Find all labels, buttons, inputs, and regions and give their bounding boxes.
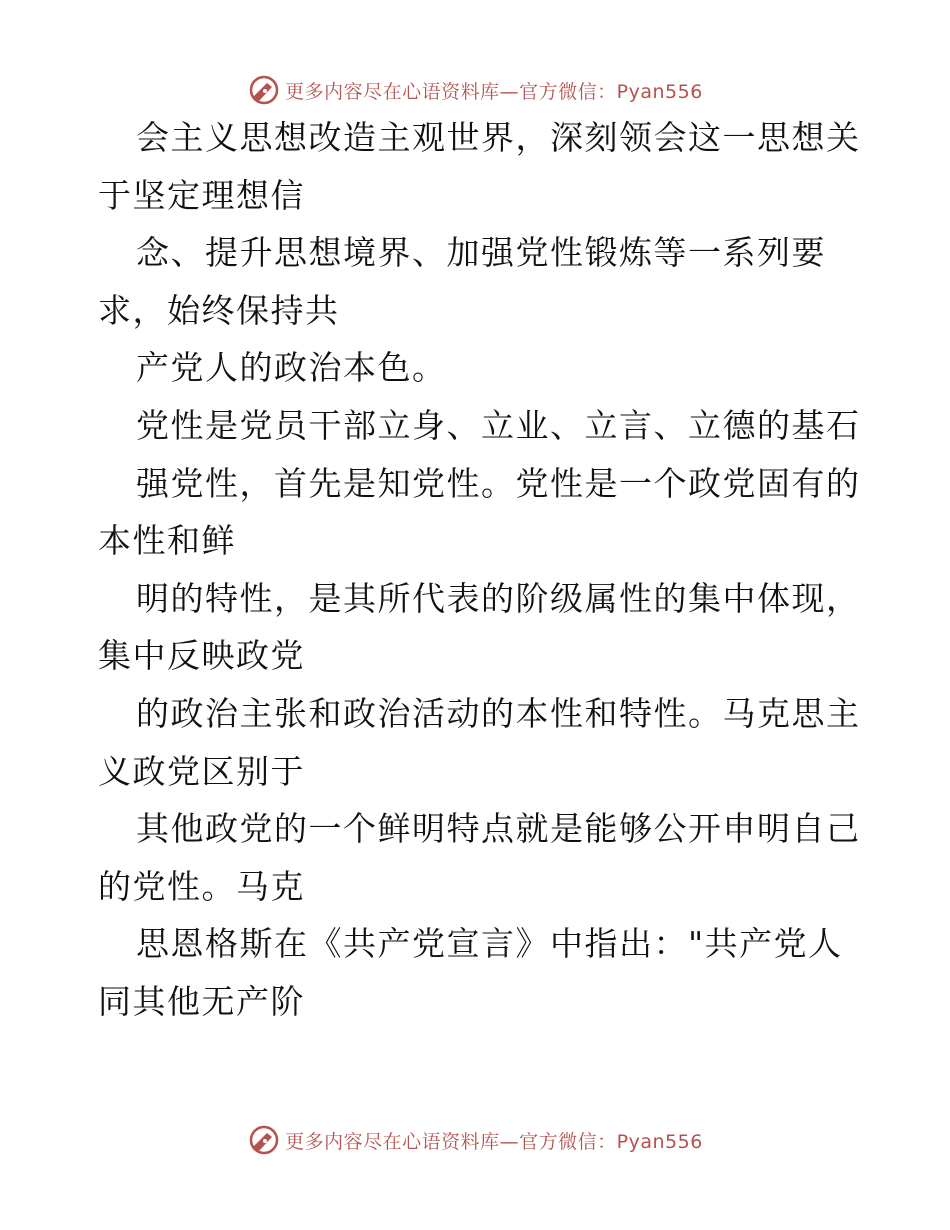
text-line: 求，始终保持共 [98, 290, 340, 330]
text-line: 的党性。马克 [98, 866, 305, 906]
text-line: 党性是党员干部立身、立业、立言、立德的基石 [136, 406, 861, 445]
pen-nib-circle-icon [247, 73, 281, 107]
text-line: 于坚定理想信 [98, 175, 305, 215]
text-line: 思恩格斯在《共产党宣言》中指出："共产党人 [136, 924, 843, 964]
text-line: 其他政党的一个鲜明特点就是能够公开申明自己 [136, 809, 861, 849]
text-line: 集中反映政党 [98, 636, 305, 676]
text-line: 本性和鲜 [98, 521, 236, 561]
text-line: 强党性，首先是知党性。党性是一个政党固有的 [136, 463, 861, 503]
text-line: 义政党区别于 [98, 751, 305, 791]
text-line: 的政治主张和政治活动的本性和特性。马克思主 [136, 694, 861, 733]
watermark-text: 更多内容尽在心语资料库—官方微信：Pyan556 [285, 1130, 703, 1153]
header-watermark-banner [0, 70, 950, 110]
watermark-text: 更多内容尽在心语资料库—官方微信：Pyan556 [285, 80, 703, 103]
text-line: 会主义思想改造主观世界，深刻领会这一思想关 [136, 118, 861, 157]
text-line: 产党人的政治本色。 [136, 348, 447, 388]
text-line: 明的特性，是其所代表的阶级属性的集中体现， [136, 578, 861, 618]
footer-watermark-banner [0, 1120, 950, 1160]
pen-nib-circle-icon [247, 1123, 281, 1157]
text-line: 念、提升思想境界、加强党性锻炼等一系列要 [136, 233, 826, 273]
text-line: 同其他无产阶 [98, 982, 305, 1021]
